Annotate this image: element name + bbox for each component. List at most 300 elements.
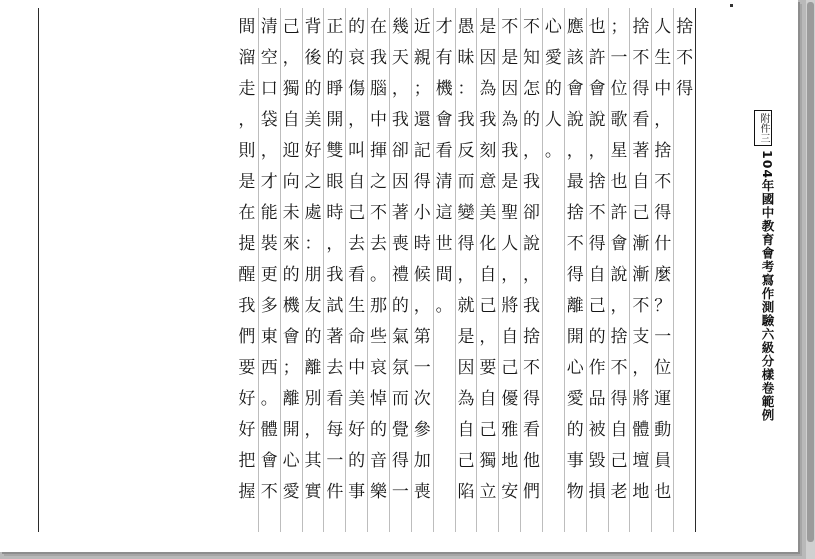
handwritten-character: 第 <box>413 327 431 347</box>
handwritten-character: 來 <box>282 234 300 254</box>
handwritten-character: 捨 <box>588 172 606 192</box>
handwritten-character: ？ <box>654 296 672 316</box>
handwritten-character: 卻 <box>523 203 541 223</box>
handwritten-character: 自 <box>282 110 300 130</box>
handwritten-character: 被 <box>588 420 606 440</box>
exam-title: 104年國中教育會考寫作測驗六級分樣卷範例 <box>760 150 775 423</box>
handwritten-character: 會 <box>282 327 300 347</box>
handwritten-character: 他 <box>523 451 541 471</box>
handwritten-character: 人 <box>654 17 672 37</box>
handwritten-character: 哀 <box>370 358 388 378</box>
handwritten-character: 參 <box>413 420 431 440</box>
handwritten-character: 溜 <box>238 48 256 68</box>
handwritten-character: 不 <box>632 48 650 68</box>
handwritten-character: 在 <box>238 203 256 223</box>
handwritten-character: 腦 <box>370 79 388 99</box>
handwritten-character: 朋 <box>304 265 322 285</box>
handwritten-character: 的 <box>523 110 541 130</box>
handwritten-character: ， <box>326 234 344 254</box>
handwritten-character: ； <box>282 358 300 378</box>
handwritten-character: ， <box>632 358 650 378</box>
handwritten-character: 不 <box>676 48 694 68</box>
handwritten-character: 捨 <box>566 203 584 223</box>
handwritten-character: 地 <box>632 482 650 502</box>
handwritten-character: 件 <box>326 482 344 502</box>
handwritten-character: 毀 <box>588 451 606 471</box>
handwritten-character: 之 <box>304 172 322 192</box>
handwritten-character: 因 <box>391 172 409 192</box>
handwritten-character: 們 <box>523 482 541 502</box>
handwritten-character: 更 <box>260 265 278 285</box>
handwritten-character: 。 <box>544 141 562 161</box>
handwritten-character: 說 <box>588 110 606 130</box>
handwritten-character: 揮 <box>370 141 388 161</box>
handwritten-character: 間 <box>238 17 256 37</box>
handwritten-character: 一 <box>413 358 431 378</box>
manuscript-column <box>520 8 542 532</box>
handwritten-character: 不 <box>501 17 519 37</box>
handwritten-character: 為 <box>479 79 497 99</box>
manuscript-column <box>302 8 324 532</box>
handwritten-character: 清 <box>260 17 278 37</box>
handwritten-character: 一 <box>654 327 672 347</box>
handwritten-character: 的 <box>348 451 366 471</box>
handwritten-character: 才 <box>435 17 453 37</box>
manuscript-column <box>673 8 695 532</box>
handwritten-character: 而 <box>391 389 409 409</box>
handwritten-character: 背 <box>304 17 322 37</box>
handwritten-character: 的 <box>326 48 344 68</box>
handwritten-character: 看 <box>523 420 541 440</box>
handwritten-character: 不 <box>370 203 388 223</box>
handwritten-character: ： <box>457 79 475 99</box>
handwritten-character: 漸 <box>632 234 650 254</box>
handwritten-character: 好 <box>238 420 256 440</box>
page-mark <box>730 4 733 7</box>
handwritten-character: 品 <box>588 389 606 409</box>
handwritten-character: 處 <box>304 203 322 223</box>
handwritten-character: 為 <box>501 110 519 130</box>
handwritten-character: 好 <box>304 141 322 161</box>
handwritten-character: 損 <box>588 482 606 502</box>
handwritten-character: 己 <box>348 203 366 223</box>
handwritten-character: 體 <box>260 420 278 440</box>
handwritten-character: 捨 <box>632 17 650 37</box>
manuscript-column <box>608 8 630 532</box>
handwritten-character: ， <box>413 296 431 316</box>
handwritten-character: 多 <box>260 296 278 316</box>
handwritten-character: 心 <box>544 17 562 37</box>
handwritten-character: 而 <box>457 172 475 192</box>
handwritten-character: 我 <box>370 48 388 68</box>
handwritten-character: 看 <box>348 265 366 285</box>
handwritten-character: 生 <box>348 296 366 316</box>
attachment-label: 附件三 <box>754 110 772 146</box>
handwritten-character: 機 <box>435 79 453 99</box>
handwritten-character: 卻 <box>391 141 409 161</box>
handwritten-character: 裝 <box>260 234 278 254</box>
handwritten-character: 員 <box>654 451 672 471</box>
handwritten-character: 覺 <box>391 420 409 440</box>
manuscript-column <box>542 8 564 532</box>
handwritten-character: 的 <box>391 296 409 316</box>
handwritten-character: 得 <box>523 389 541 409</box>
handwritten-character: 安 <box>501 482 519 502</box>
handwritten-character: 物 <box>566 482 584 502</box>
handwritten-character: 心 <box>566 358 584 378</box>
handwritten-character: 不 <box>523 17 541 37</box>
handwritten-character: ； <box>610 17 628 37</box>
handwritten-character: 幾 <box>391 17 409 37</box>
handwritten-character: 說 <box>610 265 628 285</box>
handwritten-character: 中 <box>654 79 672 99</box>
handwritten-character: 愛 <box>282 482 300 502</box>
handwritten-character: 體 <box>632 420 650 440</box>
handwritten-character: 得 <box>457 234 475 254</box>
handwritten-character: 去 <box>370 234 388 254</box>
handwritten-character: 候 <box>413 265 431 285</box>
handwritten-character: 哀 <box>348 48 366 68</box>
handwritten-character: 記 <box>413 141 431 161</box>
handwritten-character: 支 <box>632 327 650 347</box>
handwritten-character: 叫 <box>348 141 366 161</box>
handwritten-character: 好 <box>348 420 366 440</box>
handwritten-character: 愛 <box>544 48 562 68</box>
handwritten-character: ， <box>654 110 672 130</box>
handwritten-character: 己 <box>610 451 628 471</box>
handwritten-character: 間 <box>435 265 453 285</box>
handwritten-character: 有 <box>435 48 453 68</box>
handwritten-character: 己 <box>501 358 519 378</box>
handwritten-character: ， <box>238 110 256 130</box>
handwritten-character: 禮 <box>391 265 409 285</box>
handwritten-character: 我 <box>238 296 256 316</box>
handwritten-character: 地 <box>501 451 519 471</box>
handwritten-character: 心 <box>282 451 300 471</box>
handwritten-character: 清 <box>435 172 453 192</box>
handwritten-character: 不 <box>260 482 278 502</box>
handwritten-character: 是 <box>457 327 475 347</box>
handwritten-character: 眼 <box>326 172 344 192</box>
handwritten-character: 捨 <box>654 141 672 161</box>
manuscript-column <box>455 8 477 532</box>
handwritten-character: 還 <box>413 110 431 130</box>
handwritten-character: 意 <box>479 172 497 192</box>
handwritten-character: 我 <box>391 110 409 130</box>
handwritten-character: ， <box>457 265 475 285</box>
handwritten-character: 的 <box>282 265 300 285</box>
handwritten-character: 這 <box>435 203 453 223</box>
manuscript-column <box>629 8 651 532</box>
manuscript-column <box>280 8 302 532</box>
handwritten-character: 離 <box>566 296 584 316</box>
handwritten-character: 人 <box>544 110 562 130</box>
handwritten-character: 因 <box>501 79 519 99</box>
handwritten-character: 的 <box>544 79 562 99</box>
handwritten-character: 未 <box>282 203 300 223</box>
handwritten-character: 會 <box>588 79 606 99</box>
handwritten-character: 己 <box>632 203 650 223</box>
handwritten-character: 己 <box>479 420 497 440</box>
handwritten-character: 的 <box>566 420 584 440</box>
handwritten-character: 離 <box>304 358 322 378</box>
handwritten-character: 實 <box>304 482 322 502</box>
handwritten-character: 捨 <box>523 327 541 347</box>
handwritten-character: 試 <box>326 296 344 316</box>
handwritten-character: ， <box>282 48 300 68</box>
handwritten-character: 不 <box>566 234 584 254</box>
handwritten-character: 親 <box>413 48 431 68</box>
handwritten-character: ， <box>479 327 497 347</box>
handwritten-character: 迎 <box>282 141 300 161</box>
handwritten-character: 該 <box>566 48 584 68</box>
manuscript-column <box>651 8 673 532</box>
handwritten-character: 己 <box>457 451 475 471</box>
handwritten-character: 氛 <box>391 358 409 378</box>
handwritten-character: 動 <box>654 420 672 440</box>
handwritten-character: 正 <box>326 17 344 37</box>
manuscript-column <box>564 8 586 532</box>
handwritten-character: 加 <box>413 451 431 471</box>
handwritten-character: 生 <box>654 48 672 68</box>
handwritten-character: 中 <box>348 358 366 378</box>
handwritten-character: 歌 <box>610 110 628 130</box>
handwritten-character: 一 <box>610 48 628 68</box>
handwritten-character: ， <box>566 141 584 161</box>
handwritten-character: 會 <box>610 234 628 254</box>
handwritten-character: 會 <box>260 451 278 471</box>
handwritten-character: 自 <box>479 265 497 285</box>
handwritten-character: 得 <box>654 203 672 223</box>
handwritten-character: 別 <box>304 389 322 409</box>
handwritten-character: 事 <box>566 451 584 471</box>
handwritten-character: 的 <box>370 420 388 440</box>
handwritten-character: 不 <box>588 203 606 223</box>
handwritten-character: 。 <box>260 389 278 409</box>
handwritten-character: 將 <box>501 296 519 316</box>
handwritten-character: 每 <box>326 420 344 440</box>
handwritten-character: 要 <box>479 358 497 378</box>
handwritten-character: 其 <box>304 451 322 471</box>
handwritten-character: 優 <box>501 389 519 409</box>
handwritten-character: 昧 <box>457 48 475 68</box>
handwritten-character: 刻 <box>479 141 497 161</box>
handwritten-character: 看 <box>632 110 650 130</box>
handwritten-character: 之 <box>370 172 388 192</box>
handwritten-character: 看 <box>326 389 344 409</box>
handwritten-character: 中 <box>370 110 388 130</box>
handwritten-character: 應 <box>566 17 584 37</box>
manuscript-column <box>586 8 608 532</box>
handwritten-character: 知 <box>523 48 541 68</box>
manuscript-column <box>236 8 258 532</box>
handwritten-character: 得 <box>413 172 431 192</box>
handwritten-character: 世 <box>435 234 453 254</box>
handwritten-character: 什 <box>654 234 672 254</box>
manuscript-column <box>498 8 520 532</box>
handwritten-character: 袋 <box>260 110 278 130</box>
handwritten-character: 我 <box>457 110 475 130</box>
handwritten-character: 的 <box>304 327 322 347</box>
handwritten-character: 說 <box>523 234 541 254</box>
handwritten-character: 機 <box>282 296 300 316</box>
handwritten-character: 走 <box>238 79 256 99</box>
handwritten-character: 陷 <box>457 482 475 502</box>
handwritten-character: ， <box>304 420 322 440</box>
handwritten-character: 開 <box>326 110 344 130</box>
handwritten-character: 老 <box>610 482 628 502</box>
handwritten-character: 人 <box>501 234 519 254</box>
manuscript-grid <box>38 8 696 532</box>
manuscript-column <box>367 8 389 532</box>
handwritten-character: 音 <box>370 451 388 471</box>
handwritten-character: 不 <box>523 358 541 378</box>
handwritten-character: 在 <box>370 17 388 37</box>
handwritten-character: 我 <box>523 172 541 192</box>
handwritten-character: 自 <box>588 265 606 285</box>
handwritten-character: 口 <box>260 79 278 99</box>
handwritten-character: 我 <box>479 110 497 130</box>
handwritten-character: 喪 <box>391 234 409 254</box>
handwritten-character: ， <box>523 265 541 285</box>
handwritten-character: 不 <box>610 358 628 378</box>
handwritten-character: 事 <box>348 482 366 502</box>
handwritten-character: 不 <box>654 172 672 192</box>
handwritten-character: 西 <box>260 358 278 378</box>
handwritten-character: 得 <box>676 79 694 99</box>
handwritten-character: 後 <box>304 48 322 68</box>
handwritten-character: 向 <box>282 172 300 192</box>
manuscript-column <box>433 8 455 532</box>
handwritten-character: 那 <box>370 296 388 316</box>
handwritten-character: 離 <box>282 389 300 409</box>
handwritten-character: 開 <box>566 327 584 347</box>
handwritten-character: 說 <box>566 110 584 130</box>
handwritten-character: 開 <box>282 420 300 440</box>
manuscript-column <box>323 8 345 532</box>
handwritten-character: 怎 <box>523 79 541 99</box>
handwritten-character: 最 <box>566 172 584 192</box>
handwritten-character: ， <box>260 141 278 161</box>
handwritten-character: 時 <box>413 234 431 254</box>
handwritten-character: 美 <box>479 203 497 223</box>
handwritten-character: ， <box>391 79 409 99</box>
manuscript-column <box>258 8 280 532</box>
handwritten-character: 看 <box>435 141 453 161</box>
handwritten-character: 握 <box>238 482 256 502</box>
handwritten-character: 也 <box>588 17 606 37</box>
handwritten-character: 己 <box>479 296 497 316</box>
handwritten-character: 作 <box>588 358 606 378</box>
handwritten-character: ， <box>588 141 606 161</box>
handwritten-character: 喪 <box>413 482 431 502</box>
handwritten-character: 去 <box>348 234 366 254</box>
handwritten-character: 把 <box>238 451 256 471</box>
handwritten-character: 友 <box>304 296 322 316</box>
handwritten-character: 我 <box>501 141 519 161</box>
handwritten-character: 許 <box>610 203 628 223</box>
handwritten-character: 己 <box>588 296 606 316</box>
handwritten-character: 是 <box>238 172 256 192</box>
manuscript-column <box>389 8 411 532</box>
handwritten-character: 我 <box>523 296 541 316</box>
handwritten-character: 雅 <box>501 420 519 440</box>
handwritten-character: 星 <box>610 141 628 161</box>
handwritten-character: 一 <box>326 451 344 471</box>
handwritten-character: 氣 <box>391 327 409 347</box>
handwritten-character: 提 <box>238 234 256 254</box>
handwritten-character: 不 <box>632 296 650 316</box>
handwritten-character: 們 <box>238 327 256 347</box>
handwritten-character: 時 <box>326 203 344 223</box>
handwritten-character: 反 <box>457 141 475 161</box>
handwritten-character: ； <box>413 79 431 99</box>
handwritten-character: 捨 <box>610 327 628 347</box>
handwritten-character: 的 <box>348 17 366 37</box>
handwritten-character: 次 <box>413 389 431 409</box>
handwritten-character: 位 <box>654 358 672 378</box>
handwritten-character: 近 <box>413 17 431 37</box>
handwritten-character: 睜 <box>326 79 344 99</box>
handwritten-character: 化 <box>479 234 497 254</box>
handwritten-character: 命 <box>348 327 366 347</box>
handwritten-character: 也 <box>610 172 628 192</box>
handwritten-character: 自 <box>632 172 650 192</box>
handwritten-character: 將 <box>632 389 650 409</box>
handwritten-character: 麼 <box>654 265 672 285</box>
handwritten-character: 著 <box>391 203 409 223</box>
handwritten-character: 因 <box>479 48 497 68</box>
handwritten-character: 得 <box>588 234 606 254</box>
handwritten-character: ， <box>523 141 541 161</box>
handwritten-character: 一 <box>391 482 409 502</box>
handwritten-character: 愚 <box>457 17 475 37</box>
handwritten-character: 因 <box>457 358 475 378</box>
handwritten-character: ， <box>348 110 366 130</box>
handwritten-character: 東 <box>260 327 278 347</box>
handwritten-character: 愛 <box>566 389 584 409</box>
handwritten-character: 美 <box>304 110 322 130</box>
handwritten-character: 會 <box>435 110 453 130</box>
handwritten-character: 為 <box>457 389 475 409</box>
manuscript-column <box>476 8 498 532</box>
manuscript-column <box>411 8 433 532</box>
handwritten-character: 得 <box>632 79 650 99</box>
handwritten-character: 好 <box>238 389 256 409</box>
handwritten-character: 自 <box>501 327 519 347</box>
handwritten-character: 會 <box>566 79 584 99</box>
handwritten-character: 自 <box>479 389 497 409</box>
handwritten-character: 運 <box>654 389 672 409</box>
handwritten-character: 壇 <box>632 451 650 471</box>
scrollbar-thumb[interactable] <box>807 2 814 542</box>
handwritten-character: 。 <box>435 296 453 316</box>
handwritten-character: ， <box>610 296 628 316</box>
handwritten-character: 去 <box>326 358 344 378</box>
handwritten-character: 樂 <box>370 482 388 502</box>
handwritten-character: 捨 <box>676 17 694 37</box>
handwritten-character: 自 <box>348 172 366 192</box>
handwritten-character: 則 <box>238 141 256 161</box>
handwritten-character: 也 <box>654 482 672 502</box>
handwritten-character: 立 <box>479 482 497 502</box>
handwritten-character: 是 <box>501 172 519 192</box>
handwritten-character: 得 <box>391 451 409 471</box>
handwritten-character: 自 <box>610 420 628 440</box>
handwritten-character: 要 <box>238 358 256 378</box>
handwritten-character: 悼 <box>370 389 388 409</box>
handwritten-character: 才 <box>260 172 278 192</box>
